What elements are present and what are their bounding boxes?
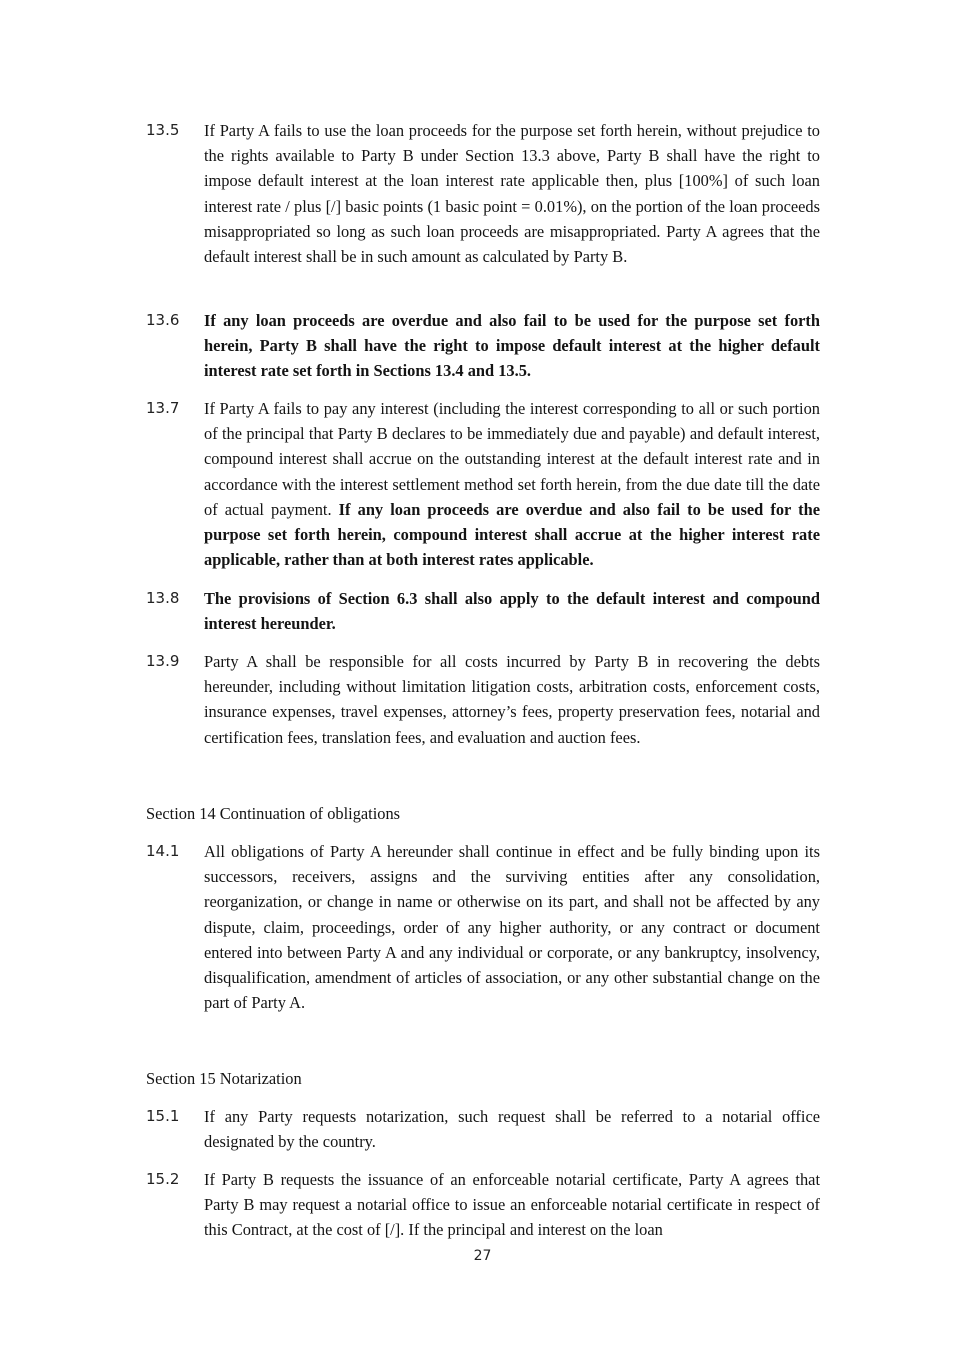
clause-number: 13.5 xyxy=(146,121,180,139)
clause-13-6 xyxy=(146,308,820,384)
clause-text: Party A shall be responsible for all costs incurred by Party B in recovering the debts hereunder, including without limitation litigation costs, arbitration costs, enforcement costs, insurance expenses, travel expenses, attorney’s fees, property preservation fees, notarial and certification fees, translation fees, and evaluation and auction fees. xyxy=(204,652,820,747)
clause-text: All obligations of Party A hereunder shall continue in effect and be fully binding upon its successors, receivers, assigns and the surviving entities after any consolidation, reorganization, or change in name or otherwise on its part, and shall not be affected by any dispute, claim, proceedings, order of any higher authority, or any contract or document entered into between Party A and any individual or corporate, or any bankruptcy, insolvency, disqualification, amendment of articles of association, or any other substantial change on the part of Party A. xyxy=(204,842,820,1013)
page-number: 27 xyxy=(473,1248,492,1264)
section-heading-14: Section 14 Continuation of obligations xyxy=(146,804,401,823)
clause-text-plain: If Party A fails to pay any interest (including the interest corresponding to all or such portion of the principal that Party B declares to be immediately due and payable) and default interest, compound interest shall accrue on the outstanding interest at the default interest rate and in accordance with the interest settlement method set forth herein, from the due date till the date of actual payment. xyxy=(204,399,820,519)
clause-number: 13.7 xyxy=(146,399,180,417)
clause-text: If any Party requests notarization, such request shall be referred to a notarial office designated by the country. xyxy=(204,1107,820,1152)
clause-13-9 xyxy=(146,649,820,750)
clause-13-5 xyxy=(146,118,820,269)
clause-number: 13.6 xyxy=(146,311,180,329)
clause-15-2 xyxy=(146,1167,820,1243)
clause-14-1 xyxy=(146,839,820,1015)
clause-text: If any loan proceeds are overdue and also fail to be used for the purpose set forth herein, Party B shall have the right to impose default interest at the higher default interest rate set forth in Sections 13.4 and 13.5. xyxy=(204,311,820,381)
clause-text: If Party B requests the issuance of an enforceable notarial certificate, Party A agrees that Party B may request a notarial office to issue an enforceable notarial certificate in respect of this Contract, at the cost of [/]. If the principal and interest on the loan xyxy=(204,1170,820,1240)
clause-13-7 xyxy=(146,396,820,572)
clause-number: 15.1 xyxy=(146,1107,180,1125)
clause-number: 13.9 xyxy=(146,652,180,670)
clause-text-bold: If any loan proceeds are overdue and also fail to be used for the purpose set forth herein, compound interest shall accrue at the higher interest rate applicable, rather than at both interest rates applicable. xyxy=(204,499,820,570)
section-heading-15: Section 15 Notarization xyxy=(146,1069,302,1088)
clause-number: 13.8 xyxy=(146,589,180,607)
clause-number: 15.2 xyxy=(146,1170,180,1188)
clause-15-1 xyxy=(146,1104,820,1154)
clause-text xyxy=(204,396,820,572)
clause-text: If Party A fails to use the loan proceeds for the purpose set forth herein, without prejudice to the rights available to Party B under Section 13.3 above, Party B shall have the right to impose default interest at the loan interest rate applicable then, plus [100%] of such loan interest rate / plus [/] basic points (1 basic point = 0.01%), on the portion of the loan proceeds misappropriated so long as such loan proceeds are misappropriated. Party A agrees that the default interest shall be in such amount as calculated by Party B. xyxy=(204,121,820,267)
clause-13-8 xyxy=(146,586,820,636)
clause-text: The provisions of Section 6.3 shall also apply to the default interest and compound interest hereunder. xyxy=(204,589,820,634)
clause-number: 14.1 xyxy=(146,842,180,860)
